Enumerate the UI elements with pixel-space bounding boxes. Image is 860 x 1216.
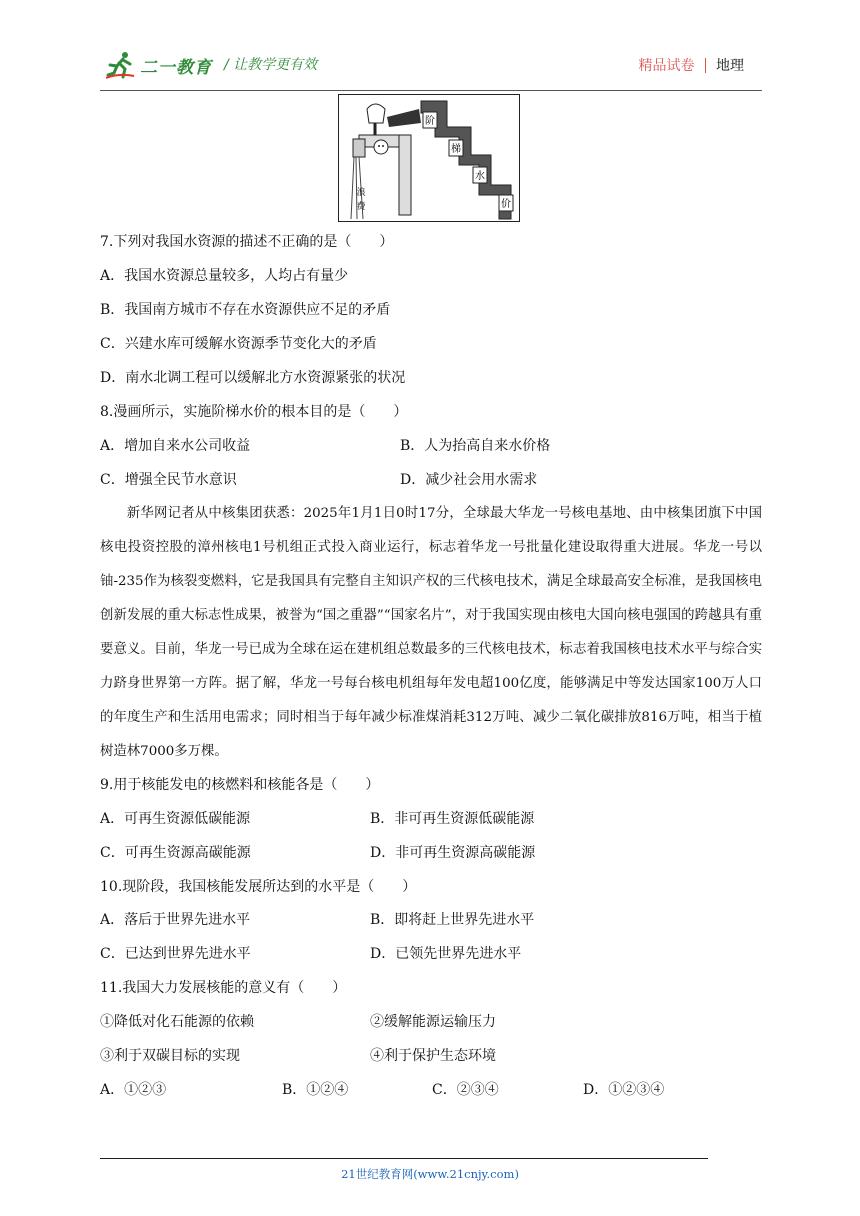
header-right xyxy=(639,55,745,75)
cartoon-waste-char-1: 浪 xyxy=(356,188,366,198)
question-7-option-b: B．我国南方城市不存在水资源供应不足的矛盾 xyxy=(100,302,391,318)
ladder-water-price-cartoon xyxy=(338,94,520,222)
question-9-option-a: A．可再生资源低碳能源 xyxy=(100,811,251,827)
cartoon-label-4: 价 xyxy=(501,199,511,210)
question-10-stem: 10.现阶段，我国核能发展所达到的水平是（ ） xyxy=(100,879,417,895)
logo-text: 二一教育 xyxy=(140,57,212,78)
question-7-option-a: A．我国水资源总量较多，人均占有量少 xyxy=(100,268,349,284)
question-11-item-2: ②缓解能源运输压力 xyxy=(370,1014,496,1030)
question-11-option-d: D．①②③④ xyxy=(583,1082,665,1098)
question-9-option-c: C．可再生资源高碳能源 xyxy=(100,845,251,861)
question-8-stem: 8.漫画所示，实施阶梯水价的根本目的是（ ） xyxy=(100,404,408,420)
question-8-option-b: B．人为抬高自来水价格 xyxy=(400,438,551,454)
question-11-item-1: ①降低对化石能源的依赖 xyxy=(100,1014,254,1030)
logo xyxy=(106,50,212,80)
reading-passage: 新华网记者从中核集团获悉：2025年1月1日0时17分，全球最大华龙一号核电基地、由中核集团旗下中国核电投资控股的漳州核电1号机组正式投入商业运行，标志着华龙一号批量化建设取得重大进展。华龙一号以铀-235作为核裂变燃料，它是我国具有完整自主知识产权的三代核电技术，满足全球最高安全标准，是我国核电创新发展的重大标志性成果，被誉为“国之重器”“国家名片”，对于我国实现由核电大国向核电强国的跨越具有重要意义。目前，华龙一号已成为全球在运在建机组总数最多的三代核电技术，标志着我国核电技术水平与综合实力跻身世界第一方阵。据了解，华龙一号每台核电机组每年发电超100亿度，能够满足中等发达国家100万人口的年度生产和生活用电需求；同时相当于每年减少标准煤消耗312万吨、减少二氧化碳排放816万吨，相当于植树造林7000多万棵。 xyxy=(100,506,762,759)
subject-label: 地理 xyxy=(716,58,744,74)
question-9-option-d: D．非可再生资源高碳能源 xyxy=(370,845,536,861)
footer-divider xyxy=(100,1158,708,1159)
question-11-option-b: B．①②④ xyxy=(282,1082,349,1098)
footer-text[interactable]: 21世纪教育网(www.21cnjy.com) xyxy=(341,1167,519,1181)
question-11-item-4: ④利于保护生态环境 xyxy=(370,1048,496,1064)
question-8-option-d: D．减少社会用水需求 xyxy=(400,472,538,488)
cartoon-waste-char-2: 费 xyxy=(356,202,366,212)
question-9-option-b: B．非可再生资源低碳能源 xyxy=(370,811,535,827)
header-slogan: / 让教学更有效 xyxy=(224,57,318,73)
question-11-stem: 11.我国大力发展核能的意义有（ ） xyxy=(100,980,347,996)
question-11-option-a: A．①②③ xyxy=(100,1082,167,1098)
exam-label: 精品试卷 xyxy=(638,58,695,74)
page-header xyxy=(100,40,762,91)
cartoon-label-2: 梯 xyxy=(451,144,461,155)
question-7-option-c: C．兴建水库可缓解水资源季节变化大的矛盾 xyxy=(100,336,377,352)
question-10-option-b: B．即将赶上世界先进水平 xyxy=(370,912,535,928)
question-11-option-c: C．②③④ xyxy=(432,1082,499,1098)
question-8-option-c: C．增强全民节水意识 xyxy=(100,472,237,488)
question-7-option-d: D．南水北调工程可以缓解北方水资源紧张的状况 xyxy=(100,370,406,386)
header-divider xyxy=(705,58,707,73)
question-10-option-c: C．已达到世界先进水平 xyxy=(100,946,251,962)
cartoon-label-3: 水 xyxy=(475,171,485,182)
question-10-option-a: A．落后于世界先进水平 xyxy=(100,912,251,928)
question-9-stem: 9.用于核能发电的核燃料和核能各是（ ） xyxy=(100,777,380,793)
water-tap-ladder-cartoon-icon xyxy=(339,95,519,221)
running-man-logo-icon xyxy=(106,51,136,79)
question-10-option-d: D．已领先世界先进水平 xyxy=(370,946,522,962)
question-11-item-3: ③利于双碳目标的实现 xyxy=(100,1048,240,1064)
question-8-option-a: A．增加自来水公司收益 xyxy=(100,438,251,454)
cartoon-label-1: 阶 xyxy=(425,116,435,127)
question-7-stem: 7.下列对我国水资源的描述不正确的是（ ） xyxy=(100,234,394,250)
